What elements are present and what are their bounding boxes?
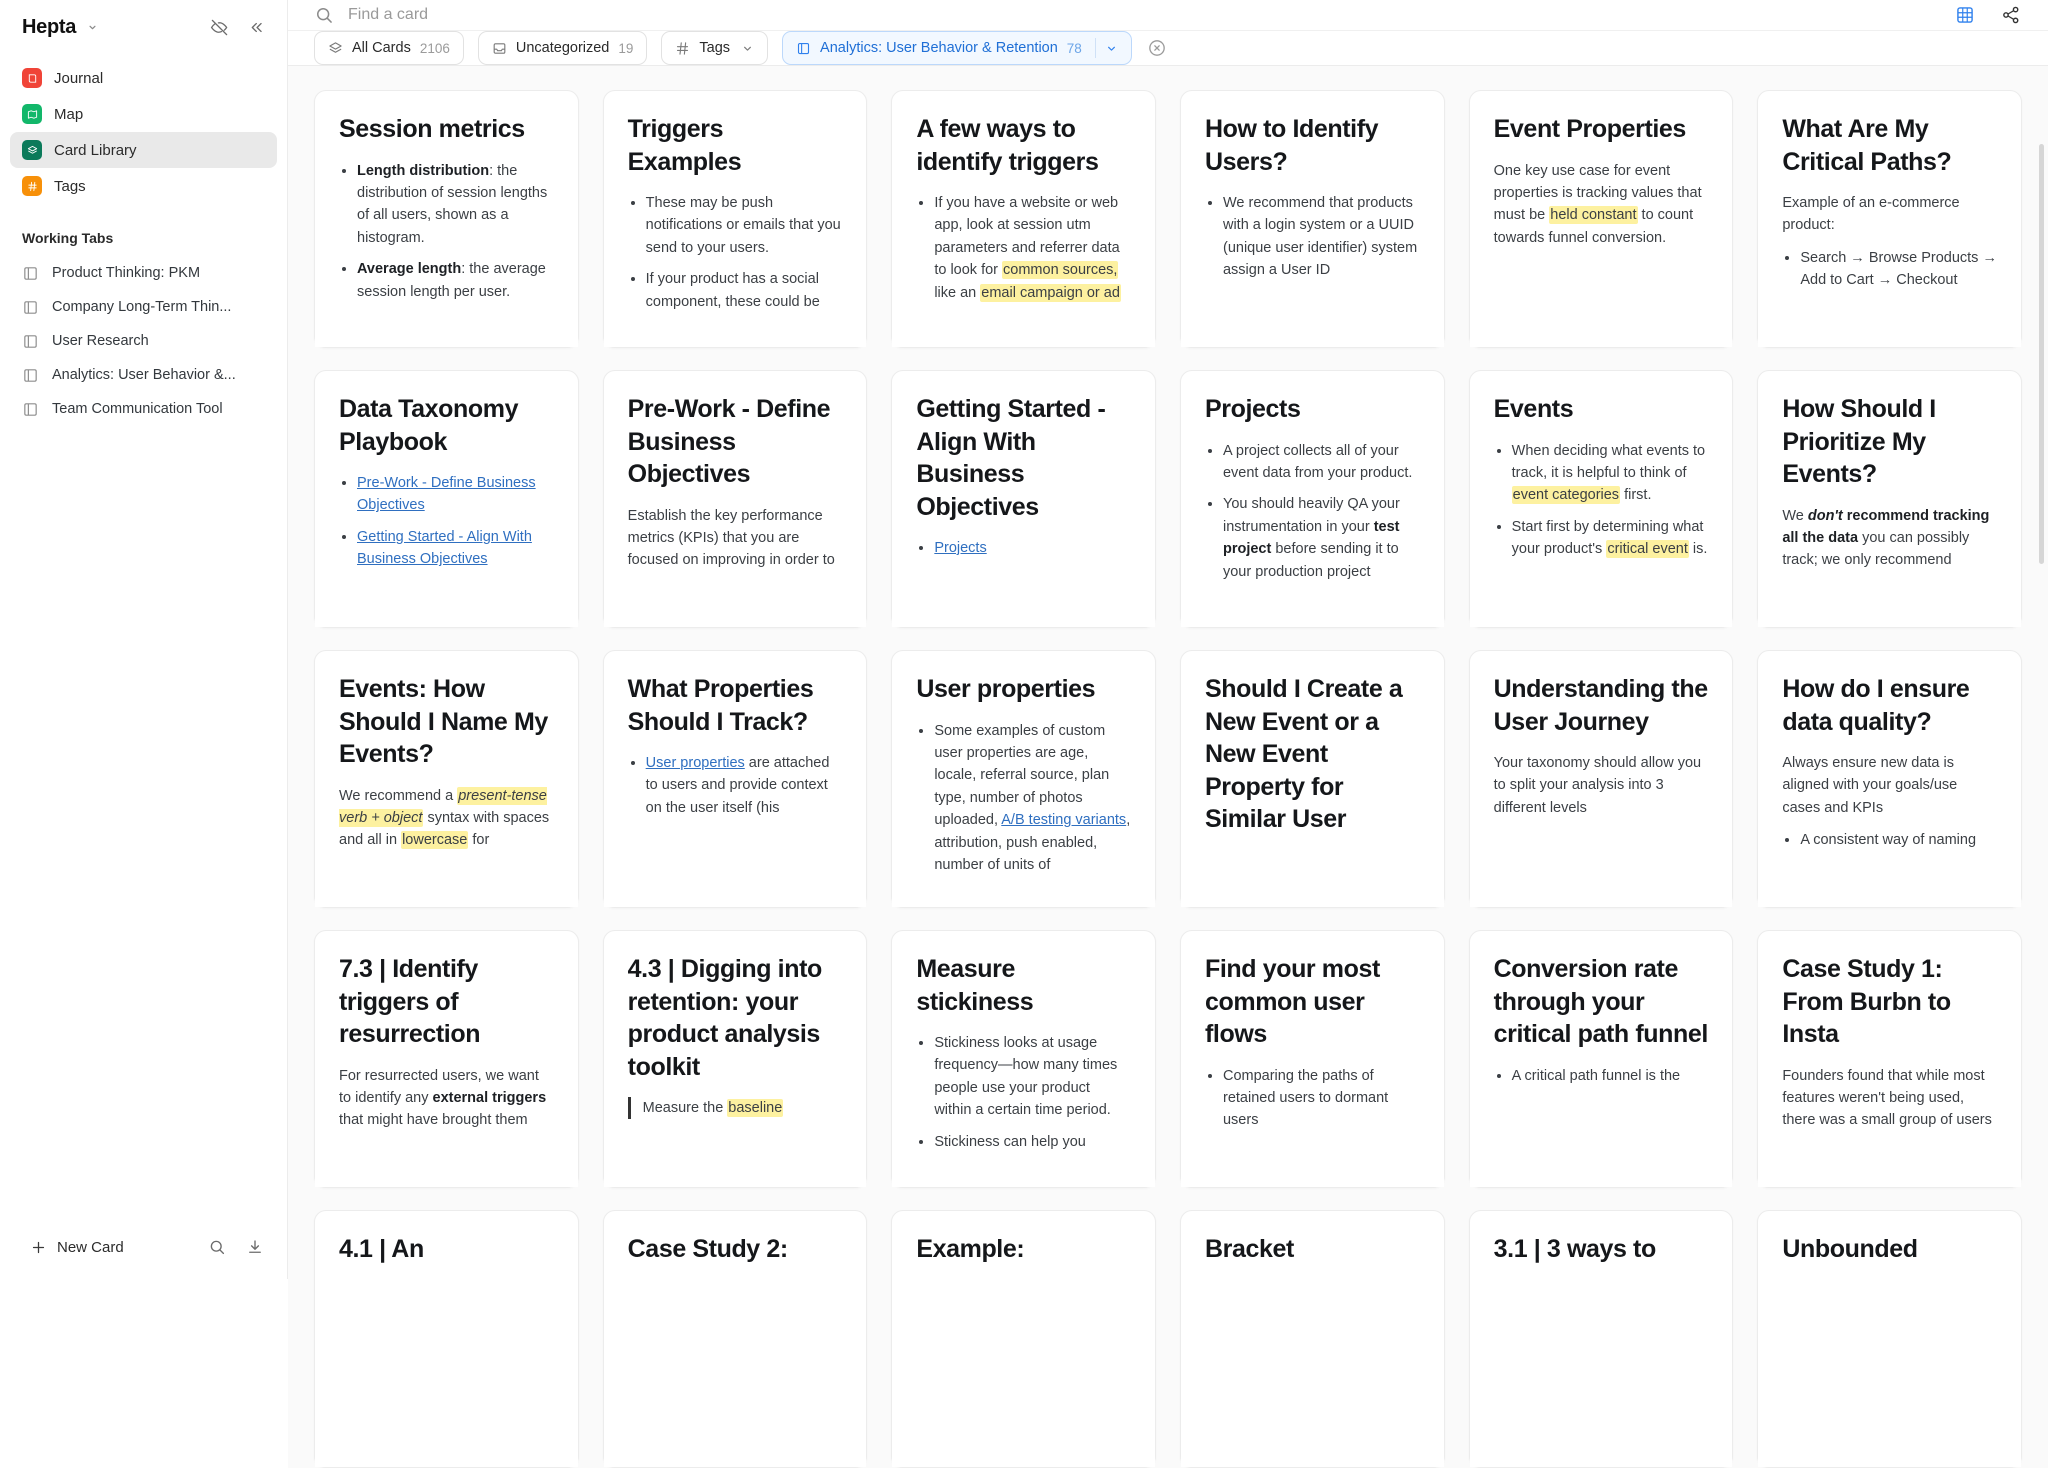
card-bullet: • A consistent way of naming [1800,829,1997,851]
sidebar-item-card-library[interactable] [10,132,277,168]
card-bullets [1800,247,1997,292]
card-title: How to Identify Users? [1204,115,1379,176]
card-item[interactable] [603,370,868,628]
working-tabs-heading: Working Tabs [22,230,114,246]
card-title: Conversion rate through your critical path funnel [1493,955,1708,1048]
card-bullet: • If your product has a social component, these could be [646,268,843,313]
card-title: Understanding the User Journey [1493,675,1708,736]
card-item[interactable] [1180,650,1445,908]
card-body: For resurrected users, we want to identify any external triggers that might have brought them [339,1067,547,1129]
card-item[interactable] [1757,370,2022,628]
card-bullet: • Length distribution: the distribution of session lengths of all users, shown as a histogram. [357,160,554,250]
book-icon [22,367,40,384]
card-bullets [934,192,1131,304]
card-links [357,472,554,571]
card-bullets [1512,1065,1709,1087]
card-title: What Are My Critical Paths? [1782,115,1952,176]
card-link[interactable]: Projects [934,540,987,556]
grid-view-icon[interactable] [1950,0,1980,30]
card-title: Event Properties [1493,115,1686,143]
vertical-scrollbar[interactable] [2039,144,2044,564]
card-item[interactable] [314,1210,579,1468]
book-icon [22,265,40,282]
card-bullets [934,720,1131,877]
filter-chip-count: 78 [1066,40,1082,56]
working-tab-item[interactable] [10,256,277,290]
card-item[interactable] [891,370,1156,628]
card-bullets [1800,829,1997,851]
sidebar-item-label: Map [54,105,84,123]
filter-chip-tags[interactable] [661,31,768,65]
search-icon[interactable] [203,1233,231,1261]
card-body: Founders found that while most features weren't being used, there was a small group of users [1782,1067,1992,1129]
card-title: Unbounded [1782,1235,1918,1263]
card-bullets [1223,192,1420,282]
chip-divider [1095,38,1096,58]
card-item[interactable] [603,90,868,348]
card-bullets [646,752,843,819]
card-item[interactable] [1469,930,1734,1188]
card-title: Session metrics [339,115,525,143]
card-body: Example of an e-commerce product: [1782,195,1960,234]
card-item[interactable] [1757,930,2022,1188]
card-bullet: • A project collects all of your event data from your product. [1223,440,1420,485]
card-bullet: • Average length: the average session length per user. [357,258,554,303]
card-grid-scroll[interactable] [288,66,2048,1468]
card-item[interactable] [891,1210,1156,1468]
card-body: Always ensure new data is aligned with your goals/use cases and KPIs [1782,755,1958,816]
card-item[interactable] [1757,90,2022,348]
card-bullets [1512,440,1709,561]
hash-icon [675,41,690,56]
card-item[interactable] [1180,1210,1445,1468]
card-title: Find your most common user flows [1204,955,1380,1048]
card-body: We recommend a present-tense verb + object syntax with spaces and all in lowercase for [339,787,550,849]
card-item[interactable] [603,650,868,908]
card-grid [288,66,2048,1468]
chevron-down-icon[interactable] [741,42,754,55]
card-bullet: • Comparing the paths of retained users to dormant users [1223,1065,1420,1132]
card-item[interactable] [603,1210,868,1468]
card-title: Events [1493,395,1574,423]
card-body: We don't recommend tracking all the data you can possibly track; we only recommend [1782,507,1990,569]
sidebar [0,0,288,1279]
working-tab-item[interactable] [10,358,277,392]
journal-icon [22,68,42,88]
sidebar-nav [0,54,287,204]
card-item[interactable] [891,930,1156,1188]
card-body: Your taxonomy should allow you to split your analysis into 3 different levels [1493,755,1702,816]
card-title: Measure stickiness [916,955,1034,1016]
top-bar [288,0,2048,31]
card-link-item[interactable] [934,537,1131,559]
card-item[interactable] [1180,90,1445,348]
working-tab-label: Product Thinking: PKM [52,265,201,281]
card-bullets [357,160,554,304]
top-bar-actions [1950,0,2026,30]
card-bullet: • These may be push notifications or emails that you send to your users. [646,192,843,259]
card-item[interactable] [891,90,1156,348]
card-link[interactable]: Pre-Work - Define Business Objectives [357,475,536,514]
card-title: Case Study 2: [627,1235,788,1263]
filter-chip-analytics-collection[interactable] [782,31,1132,65]
card-link-item[interactable] [357,526,554,571]
sidebar-item-journal[interactable] [10,60,277,96]
card-bullet: • User properties are attached to users and provide context on the user itself (his [646,752,843,819]
sidebar-item-label: Journal [54,69,104,87]
card-bullets [1223,440,1420,584]
working-tab-label: Team Communication Tool [52,401,223,417]
card-title: What Properties Should I Track? [627,675,814,736]
sidebar-item-tags[interactable] [10,168,277,204]
book-icon [22,299,40,316]
card-title: Pre-Work - Define Business Objectives [627,395,831,488]
layers-icon [328,41,343,56]
card-item[interactable] [1180,930,1445,1188]
working-tab-item[interactable] [10,324,277,358]
card-item[interactable] [314,370,579,628]
card-library-icon [22,140,42,160]
card-bullet: • If you have a website or web app, look at session utm parameters and referrer data to look for common sources, like an email campaign or ad [934,192,1131,304]
card-bullet: • When deciding what events to track, it is helpful to think of event categories first. [1512,440,1709,507]
card-bullets [1223,1065,1420,1132]
search-input[interactable] [348,6,768,24]
card-item[interactable] [1757,650,2022,908]
book-icon [22,401,40,418]
main-area [288,0,2048,1279]
card-title: A few ways to identify triggers [916,115,1099,176]
new-card-button[interactable] [22,1233,132,1262]
card-title: How Should I Prioritize My Events? [1782,395,1936,488]
card-title: 4.3 | Digging into retention: your product analysis toolkit [627,955,822,1081]
filter-chip-label: Tags [699,40,731,56]
book-icon [796,41,811,56]
card-title: How do I ensure data quality? [1782,675,1970,736]
card-item[interactable] [1757,1210,2022,1468]
card-bullet: • We recommend that products with a login system or a UUID (unique user identifier) system assign a User ID [1223,192,1420,282]
card-quote: Measure the baseline [628,1097,843,1119]
card-title: User properties [916,675,1096,703]
card-item[interactable] [314,930,579,1188]
tags-icon [22,176,42,196]
filter-chip-all-cards[interactable] [314,31,464,65]
card-title: 4.1 | An [339,1235,424,1263]
inbox-icon [492,41,507,56]
card-bullet: • Search → Browse Products → Add to Cart → Checkout [1800,247,1997,292]
filter-bar [288,31,2048,66]
download-icon[interactable] [241,1233,269,1261]
filter-chip-count: 2106 [419,40,450,56]
card-item[interactable] [314,90,579,348]
card-body: One key use case for event properties is tracking values that must be held constant to count towards funnel conversion. [1493,162,1702,246]
card-item[interactable] [1469,370,1734,628]
card-link[interactable]: Getting Started - Align With Business Objectives [357,528,532,568]
filter-chip-uncategorized[interactable] [478,31,648,65]
card-item[interactable] [1469,90,1734,348]
app-logo: Hepta [22,15,77,38]
chevron-down-icon[interactable] [84,19,100,35]
working-tab-label: User Research [52,333,149,349]
card-bullets [646,192,843,313]
card-bullet: • Stickiness can help you [934,1131,1131,1153]
card-item[interactable] [1180,370,1445,628]
card-bullet: • Some examples of custom user properties are age, locale, referral source, plan type, number of photos uploaded, A/B testing variants, attribution, push enabled, number of units of [934,720,1131,877]
working-tab-label: Analytics: User Behavior &... [52,367,236,383]
card-title: Projects [1204,395,1301,423]
card-title: Data Taxonomy Playbook [339,395,519,456]
card-bullet: • Start first by determining what your product's critical event is. [1512,516,1709,561]
card-link-item[interactable] [357,472,554,517]
card-title: Triggers Examples [627,115,742,176]
eye-off-icon[interactable] [205,13,233,41]
card-body: Establish the key performance metrics (KPIs) that you are focused on improving in order to [627,507,835,569]
sidebar-footer [0,1215,287,1279]
book-icon [22,333,40,350]
card-bullet: • A critical path funnel is the [1512,1065,1709,1087]
card-bullets [934,1032,1131,1153]
new-card-label: New Card [57,1238,124,1256]
card-title: Getting Started - Align With Business Objectives [916,395,1106,521]
sidebar-item-label: Tags [54,177,86,195]
search-area [314,5,1936,25]
sidebar-header [0,0,287,54]
share-icon[interactable] [1996,0,2026,30]
card-title: 3.1 | 3 ways to [1493,1235,1656,1263]
filter-chip-label: Uncategorized [515,40,610,56]
working-tab-label: Company Long-Term Thin... [52,299,232,315]
card-title: 7.3 | Identify triggers of resurrection [339,955,481,1048]
card-title: Bracket [1204,1235,1294,1263]
card-item[interactable] [314,650,579,908]
card-title: Events: How Should I Name My Events? [339,675,548,768]
card-title: Case Study 1: From Burbn to Insta [1782,955,1951,1048]
filter-chip-count: 19 [618,40,634,56]
sidebar-item-label: Card Library [54,141,137,159]
plus-icon [30,1239,47,1256]
card-item[interactable] [891,650,1156,908]
card-item[interactable] [1469,1210,1734,1468]
map-icon [22,104,42,124]
search-icon [314,5,334,25]
chevron-down-icon[interactable] [1105,42,1118,55]
working-tab-item[interactable] [10,392,277,426]
card-item[interactable] [603,930,868,1188]
filter-chip-label: All Cards [352,40,411,56]
card-title: Should I Create a New Event or a New Event Property for Similar User [1204,675,1403,833]
clear-filters-icon[interactable] [1146,37,1168,59]
card-links [934,537,1131,559]
card-bullet: • Stickiness looks at usage frequency—how many times people use your product within a certain time period. [934,1032,1131,1122]
card-bullet: • You should heavily QA your instrumentation in your test project before sending it to your production project [1223,493,1420,583]
collapse-panel-icon[interactable] [241,13,269,41]
card-item[interactable] [1469,650,1734,908]
card-title: Example: [916,1235,1025,1263]
working-tab-item[interactable] [10,290,277,324]
working-tabs-list [0,256,287,426]
sidebar-item-map[interactable] [10,96,277,132]
filter-chip-label: Analytics: User Behavior & Retention [820,40,1058,56]
